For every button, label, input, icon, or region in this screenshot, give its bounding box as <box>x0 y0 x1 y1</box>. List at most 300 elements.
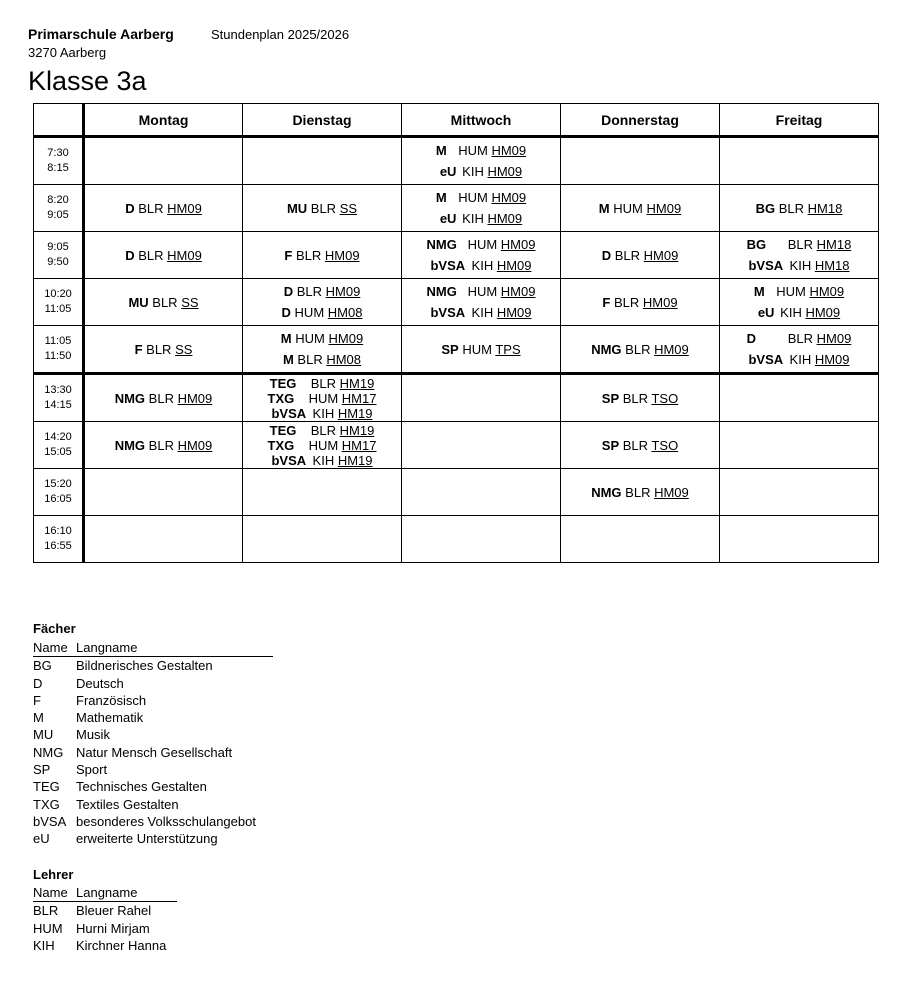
lesson-entry <box>599 199 681 218</box>
lesson-group <box>561 199 719 218</box>
faecher-col-name: Name <box>33 639 76 657</box>
lesson-entry <box>754 282 844 301</box>
teacher-code: HUM <box>458 143 488 158</box>
faecher-row <box>33 813 273 830</box>
time-end: 14:15 <box>44 399 72 411</box>
lesson-cell <box>561 137 720 185</box>
room-code: HM09 <box>809 284 845 299</box>
subject-code: NMG <box>426 237 457 252</box>
lesson-cell <box>402 422 561 469</box>
lesson-cell <box>243 422 402 469</box>
day-header: Dienstag <box>243 104 402 137</box>
lesson-entry <box>271 406 372 421</box>
lesson-group <box>561 293 719 312</box>
lesson-group <box>720 199 878 218</box>
lesson-entry <box>430 256 531 275</box>
time-start: 14:20 <box>44 431 72 443</box>
teacher-code: HUM <box>613 200 643 216</box>
lesson-entry <box>135 340 193 359</box>
subject-code: bVSA <box>430 258 466 273</box>
lesson-entry <box>284 282 361 301</box>
faecher-row <box>33 657 273 675</box>
lesson-group <box>85 436 242 455</box>
faecher-row <box>33 709 273 726</box>
lesson-group <box>402 282 560 322</box>
timetable <box>33 103 879 563</box>
subject-code: bVSA <box>430 305 466 320</box>
lesson-cell <box>402 326 561 374</box>
timetable-row <box>34 422 879 469</box>
time-cell <box>34 326 84 374</box>
room-code: HM09 <box>643 247 679 263</box>
room-code: HM17 <box>341 390 377 406</box>
lesson-cell <box>720 279 879 326</box>
legend-long-name: Textiles Gestalten <box>76 796 179 812</box>
time-end: 16:05 <box>44 493 72 505</box>
room-code: HM09 <box>642 294 678 310</box>
time-range <box>34 477 82 507</box>
lesson-cell <box>720 422 879 469</box>
teacher-code: KIH <box>789 258 812 273</box>
legend-long-name: Französisch <box>76 692 147 708</box>
day-header: Donnerstag <box>561 104 720 137</box>
lesson-entry <box>270 376 375 391</box>
legend-code: HUM <box>33 920 63 936</box>
legend-long-name: Deutsch <box>76 675 124 691</box>
lesson-entry <box>602 389 678 408</box>
lesson-group <box>561 340 719 359</box>
subject-code: D <box>125 200 135 216</box>
lesson-group <box>720 235 878 275</box>
lesson-cell <box>243 137 402 185</box>
lesson-cell <box>561 374 720 422</box>
legend-code: TXG <box>33 796 60 812</box>
plan-title: Stundenplan 2025/2026 <box>211 27 350 42</box>
lesson-entry <box>748 350 849 369</box>
lesson-cell <box>243 232 402 279</box>
time-start: 11:05 <box>44 335 72 347</box>
lesson-cell <box>243 374 402 422</box>
subject-code: M <box>435 190 447 205</box>
teacher-code: BLR <box>138 200 164 216</box>
time-end: 11:50 <box>44 350 72 362</box>
time-cell <box>34 516 84 563</box>
lesson-entry <box>602 293 677 312</box>
room-code: HM19 <box>339 422 375 438</box>
subject-code: NMG <box>426 284 457 299</box>
lehrer-title: Lehrer <box>33 867 74 882</box>
room-code: HM09 <box>814 352 850 367</box>
lesson-entry <box>748 256 849 275</box>
lesson-cell <box>402 279 561 326</box>
lesson-group <box>402 188 560 228</box>
room-code: HM19 <box>337 452 373 468</box>
teacher-code: BLR <box>778 200 805 216</box>
timetable-body <box>34 137 879 563</box>
room-code: HM09 <box>167 200 202 216</box>
lehrer-row <box>33 920 177 937</box>
faecher-row <box>33 726 273 743</box>
timetable-row <box>34 469 879 516</box>
subject-code: M <box>435 143 447 158</box>
timetable-row <box>34 137 879 185</box>
lesson-cell <box>561 469 720 516</box>
lesson-cell <box>402 516 561 563</box>
lehrer-row <box>33 937 177 954</box>
faecher-row <box>33 675 273 692</box>
class-title: Klasse 3a <box>28 66 147 96</box>
lesson-cell <box>402 137 561 185</box>
lesson-cell <box>561 326 720 374</box>
faecher-row <box>33 692 273 709</box>
legend-code: M <box>33 710 44 726</box>
timetable-row <box>34 516 879 563</box>
lesson-entry <box>427 282 536 301</box>
legend-code: KIH <box>33 937 55 953</box>
lesson-group <box>402 141 560 181</box>
timetable-row <box>34 326 879 374</box>
lesson-cell <box>84 516 243 563</box>
faecher-title: Fächer <box>33 621 76 636</box>
teacher-code: BLR <box>310 200 337 216</box>
time-cell <box>34 422 84 469</box>
lesson-entry <box>115 389 213 408</box>
legend-long-name: Sport <box>76 762 108 778</box>
subject-code: F <box>284 247 293 263</box>
lesson-group <box>243 282 401 322</box>
lesson-cell <box>720 516 879 563</box>
lesson-group <box>85 199 242 218</box>
lesson-group <box>720 282 878 322</box>
teacher-code: KIH <box>780 305 802 320</box>
faecher-row <box>33 744 273 761</box>
legend-long-name: besonderes Volksschulangebot <box>76 813 256 829</box>
teacher-code: BLR <box>148 437 174 453</box>
lesson-entry <box>591 483 689 502</box>
subject-code: D <box>746 331 757 346</box>
teacher-code: BLR <box>146 341 172 357</box>
timetable-row <box>34 185 879 232</box>
lehrer-col-name: Name <box>33 884 76 902</box>
lesson-entry <box>602 436 678 455</box>
time-end: 11:05 <box>44 303 72 315</box>
room-code: HM09 <box>325 284 361 299</box>
room-code: HM09 <box>177 437 213 453</box>
faecher-row <box>33 830 273 847</box>
lesson-group <box>561 483 719 502</box>
legend-long-name: Hurni Mirjam <box>76 920 150 936</box>
time-range <box>34 240 82 270</box>
teacher-code: HUM <box>467 284 498 299</box>
subject-code: SP <box>441 341 459 357</box>
lesson-entry <box>440 209 522 228</box>
lesson-cell <box>720 469 879 516</box>
lesson-cell <box>402 469 561 516</box>
teacher-code: KIH <box>462 211 484 226</box>
teacher-code: BLR <box>625 484 651 500</box>
subject-code: eU <box>439 211 457 226</box>
teacher-code: HUM <box>462 341 492 357</box>
faecher-col-long: Langname <box>76 639 273 657</box>
time-start: 16:10 <box>44 525 72 537</box>
teacher-code: BLR <box>310 422 337 438</box>
teacher-code: BLR <box>310 375 337 391</box>
room-code: HM17 <box>341 437 377 453</box>
teacher-code: KIH <box>462 164 484 179</box>
lesson-group <box>402 340 560 359</box>
teacher-code: HUM <box>295 331 325 346</box>
subject-code: bVSA <box>748 258 784 273</box>
time-cell <box>34 185 84 232</box>
teacher-code: BLR <box>622 390 649 406</box>
lesson-cell <box>561 422 720 469</box>
subject-code: eU <box>439 164 457 179</box>
lesson-cell <box>402 185 561 232</box>
lesson-entry <box>441 340 520 359</box>
legend-code: F <box>33 692 41 708</box>
timetable-header-row <box>34 104 879 137</box>
subject-code: BG <box>755 200 776 216</box>
subject-code: bVSA <box>271 452 307 468</box>
room-code: HM19 <box>339 375 375 391</box>
lesson-cell <box>84 469 243 516</box>
lesson-group <box>561 246 719 265</box>
legend-code: D <box>33 675 43 691</box>
legend-code: BG <box>33 658 52 674</box>
room-code: TPS <box>495 341 521 357</box>
legend-long-name: Technisches Gestalten <box>76 779 207 795</box>
subject-code: TEG <box>269 422 297 438</box>
room-code: HM09 <box>177 390 213 406</box>
lehrer-table <box>33 884 177 954</box>
subject-code: TXG <box>267 437 295 453</box>
teacher-code: BLR <box>152 294 178 310</box>
subject-code: TEG <box>269 375 297 391</box>
lehrer-row <box>33 902 177 920</box>
lesson-cell <box>243 326 402 374</box>
lesson-group <box>243 199 401 218</box>
legend-long-name: Kirchner Hanna <box>76 937 167 953</box>
lesson-entry <box>758 303 840 322</box>
lesson-entry <box>125 246 202 265</box>
time-start: 8:20 <box>47 194 69 206</box>
teacher-code: HUM <box>467 237 498 252</box>
subject-code: BG <box>746 237 767 252</box>
room-code: HM09 <box>805 305 841 320</box>
room-code: HM08 <box>327 305 363 320</box>
lesson-cell <box>561 232 720 279</box>
subject-code: D <box>283 284 294 299</box>
teacher-code: HUM <box>776 284 806 299</box>
teacher-code: KIH <box>471 258 494 273</box>
room-code: HM09 <box>500 237 536 252</box>
time-range <box>34 383 82 413</box>
subject-code: M <box>280 331 292 346</box>
legend-code: NMG <box>33 744 64 760</box>
lesson-entry <box>602 246 679 265</box>
day-header: Freitag <box>720 104 879 137</box>
lesson-entry <box>284 246 359 265</box>
lesson-cell <box>243 516 402 563</box>
lesson-entry <box>436 141 526 160</box>
faecher-row <box>33 796 273 813</box>
subject-code: MU <box>286 200 308 216</box>
room-code: HM09 <box>816 331 852 346</box>
time-cell <box>34 469 84 516</box>
lesson-entry <box>427 235 536 254</box>
legend-long-name: Bildnerisches Gestalten <box>76 658 213 674</box>
time-end: 16:55 <box>44 540 72 552</box>
lesson-entry <box>747 329 852 348</box>
lesson-entry <box>270 423 375 438</box>
timetable-row <box>34 232 879 279</box>
lesson-entry <box>283 350 361 369</box>
teacher-code: HUM <box>458 190 488 205</box>
room-code: HM19 <box>337 405 373 421</box>
faecher-row <box>33 778 273 795</box>
lesson-group <box>243 423 401 468</box>
lesson-entry <box>591 340 689 359</box>
room-code: HM09 <box>167 247 202 263</box>
time-range <box>34 193 82 223</box>
subject-code: eU <box>757 305 775 320</box>
lesson-cell <box>402 374 561 422</box>
lesson-cell <box>84 232 243 279</box>
time-end: 8:15 <box>47 162 69 174</box>
subject-code: NMG <box>114 390 146 406</box>
subject-code: M <box>282 352 294 367</box>
lesson-group <box>402 235 560 275</box>
time-range <box>34 430 82 460</box>
lesson-cell <box>720 374 879 422</box>
teacher-code: HUM <box>308 390 339 406</box>
time-range <box>34 524 82 554</box>
subject-code: SP <box>601 390 620 406</box>
room-code: HM09 <box>491 143 527 158</box>
lesson-group <box>243 376 401 421</box>
teacher-code: KIH <box>471 305 494 320</box>
faecher-table <box>33 639 273 848</box>
lesson-group <box>243 329 401 369</box>
lesson-entry <box>436 188 526 207</box>
subject-code: D <box>281 305 291 320</box>
lesson-entry <box>440 162 522 181</box>
room-code: HM09 <box>654 484 689 500</box>
room-code: HM09 <box>654 341 689 357</box>
lesson-cell <box>84 185 243 232</box>
room-code: HM09 <box>500 284 536 299</box>
lesson-entry <box>287 199 357 218</box>
subject-code: MU <box>128 294 149 310</box>
legend-code: BLR <box>33 903 59 919</box>
legend-code: eU <box>33 831 50 847</box>
lesson-cell <box>402 232 561 279</box>
lesson-group <box>85 389 242 408</box>
lesson-cell <box>720 185 879 232</box>
room-code: HM09 <box>328 331 364 346</box>
time-cell <box>34 232 84 279</box>
time-start: 13:30 <box>44 384 72 396</box>
lesson-cell <box>720 326 879 374</box>
timetable-row <box>34 374 879 422</box>
lesson-cell <box>561 516 720 563</box>
room-code: SS <box>175 341 193 357</box>
subject-code: SP <box>601 437 620 453</box>
teacher-code: BLR <box>613 294 640 310</box>
room-code: HM18 <box>807 200 843 216</box>
lesson-cell <box>84 422 243 469</box>
lesson-cell <box>84 326 243 374</box>
lesson-entry <box>115 436 213 455</box>
time-cell <box>34 374 84 422</box>
time-start: 9:05 <box>47 241 69 253</box>
room-code: TSO <box>651 390 679 406</box>
lesson-entry <box>281 329 363 348</box>
teacher-code: KIH <box>789 352 812 367</box>
teacher-code: BLR <box>622 437 649 453</box>
lesson-group <box>720 329 878 369</box>
time-start: 7:30 <box>47 147 69 159</box>
subject-code: bVSA <box>748 352 784 367</box>
legend-code: MU <box>33 727 54 743</box>
lesson-cell <box>243 185 402 232</box>
time-range <box>34 287 82 317</box>
time-range <box>34 334 82 364</box>
legend-long-name: Mathematik <box>76 710 144 726</box>
room-code: HM09 <box>646 200 682 216</box>
lesson-cell <box>720 137 879 185</box>
legend-code: bVSA <box>33 813 67 829</box>
lesson-entry <box>268 391 377 406</box>
lesson-entry <box>128 293 198 312</box>
subject-code: NMG <box>591 341 622 357</box>
time-cell <box>34 279 84 326</box>
legend-code: SP <box>33 762 51 778</box>
lehrer-col-long: Langname <box>76 884 177 902</box>
legend-long-name: erweiterte Unterstützung <box>76 831 218 847</box>
room-code: HM09 <box>487 164 523 179</box>
teacher-code: KIH <box>312 405 335 421</box>
room-code: HM09 <box>324 247 360 263</box>
time-start: 15:20 <box>44 478 72 490</box>
lesson-entry <box>125 199 202 218</box>
faecher-row <box>33 761 273 778</box>
teacher-code: BLR <box>138 247 164 263</box>
time-cell <box>34 137 84 185</box>
lesson-group <box>243 246 401 265</box>
lesson-cell <box>243 279 402 326</box>
time-end: 9:50 <box>47 256 69 268</box>
lesson-cell <box>84 279 243 326</box>
subject-code: TXG <box>267 390 295 406</box>
teacher-code: BLR <box>295 247 322 263</box>
teacher-code: BLR <box>787 331 814 346</box>
room-code: HM09 <box>491 190 527 205</box>
room-code: SS <box>339 200 358 216</box>
teacher-code: BLR <box>148 390 174 406</box>
room-code: SS <box>181 294 199 310</box>
subject-code: M <box>598 200 610 216</box>
legend-code: TEG <box>33 779 60 795</box>
teacher-code: BLR <box>787 237 814 252</box>
room-code: HM09 <box>496 258 532 273</box>
teacher-code: BLR <box>296 284 322 299</box>
teacher-code: HUM <box>308 437 339 453</box>
subject-code: F <box>602 294 611 310</box>
subject-code: D <box>601 247 612 263</box>
room-code: HM18 <box>816 237 852 252</box>
time-end: 15:05 <box>44 446 72 458</box>
